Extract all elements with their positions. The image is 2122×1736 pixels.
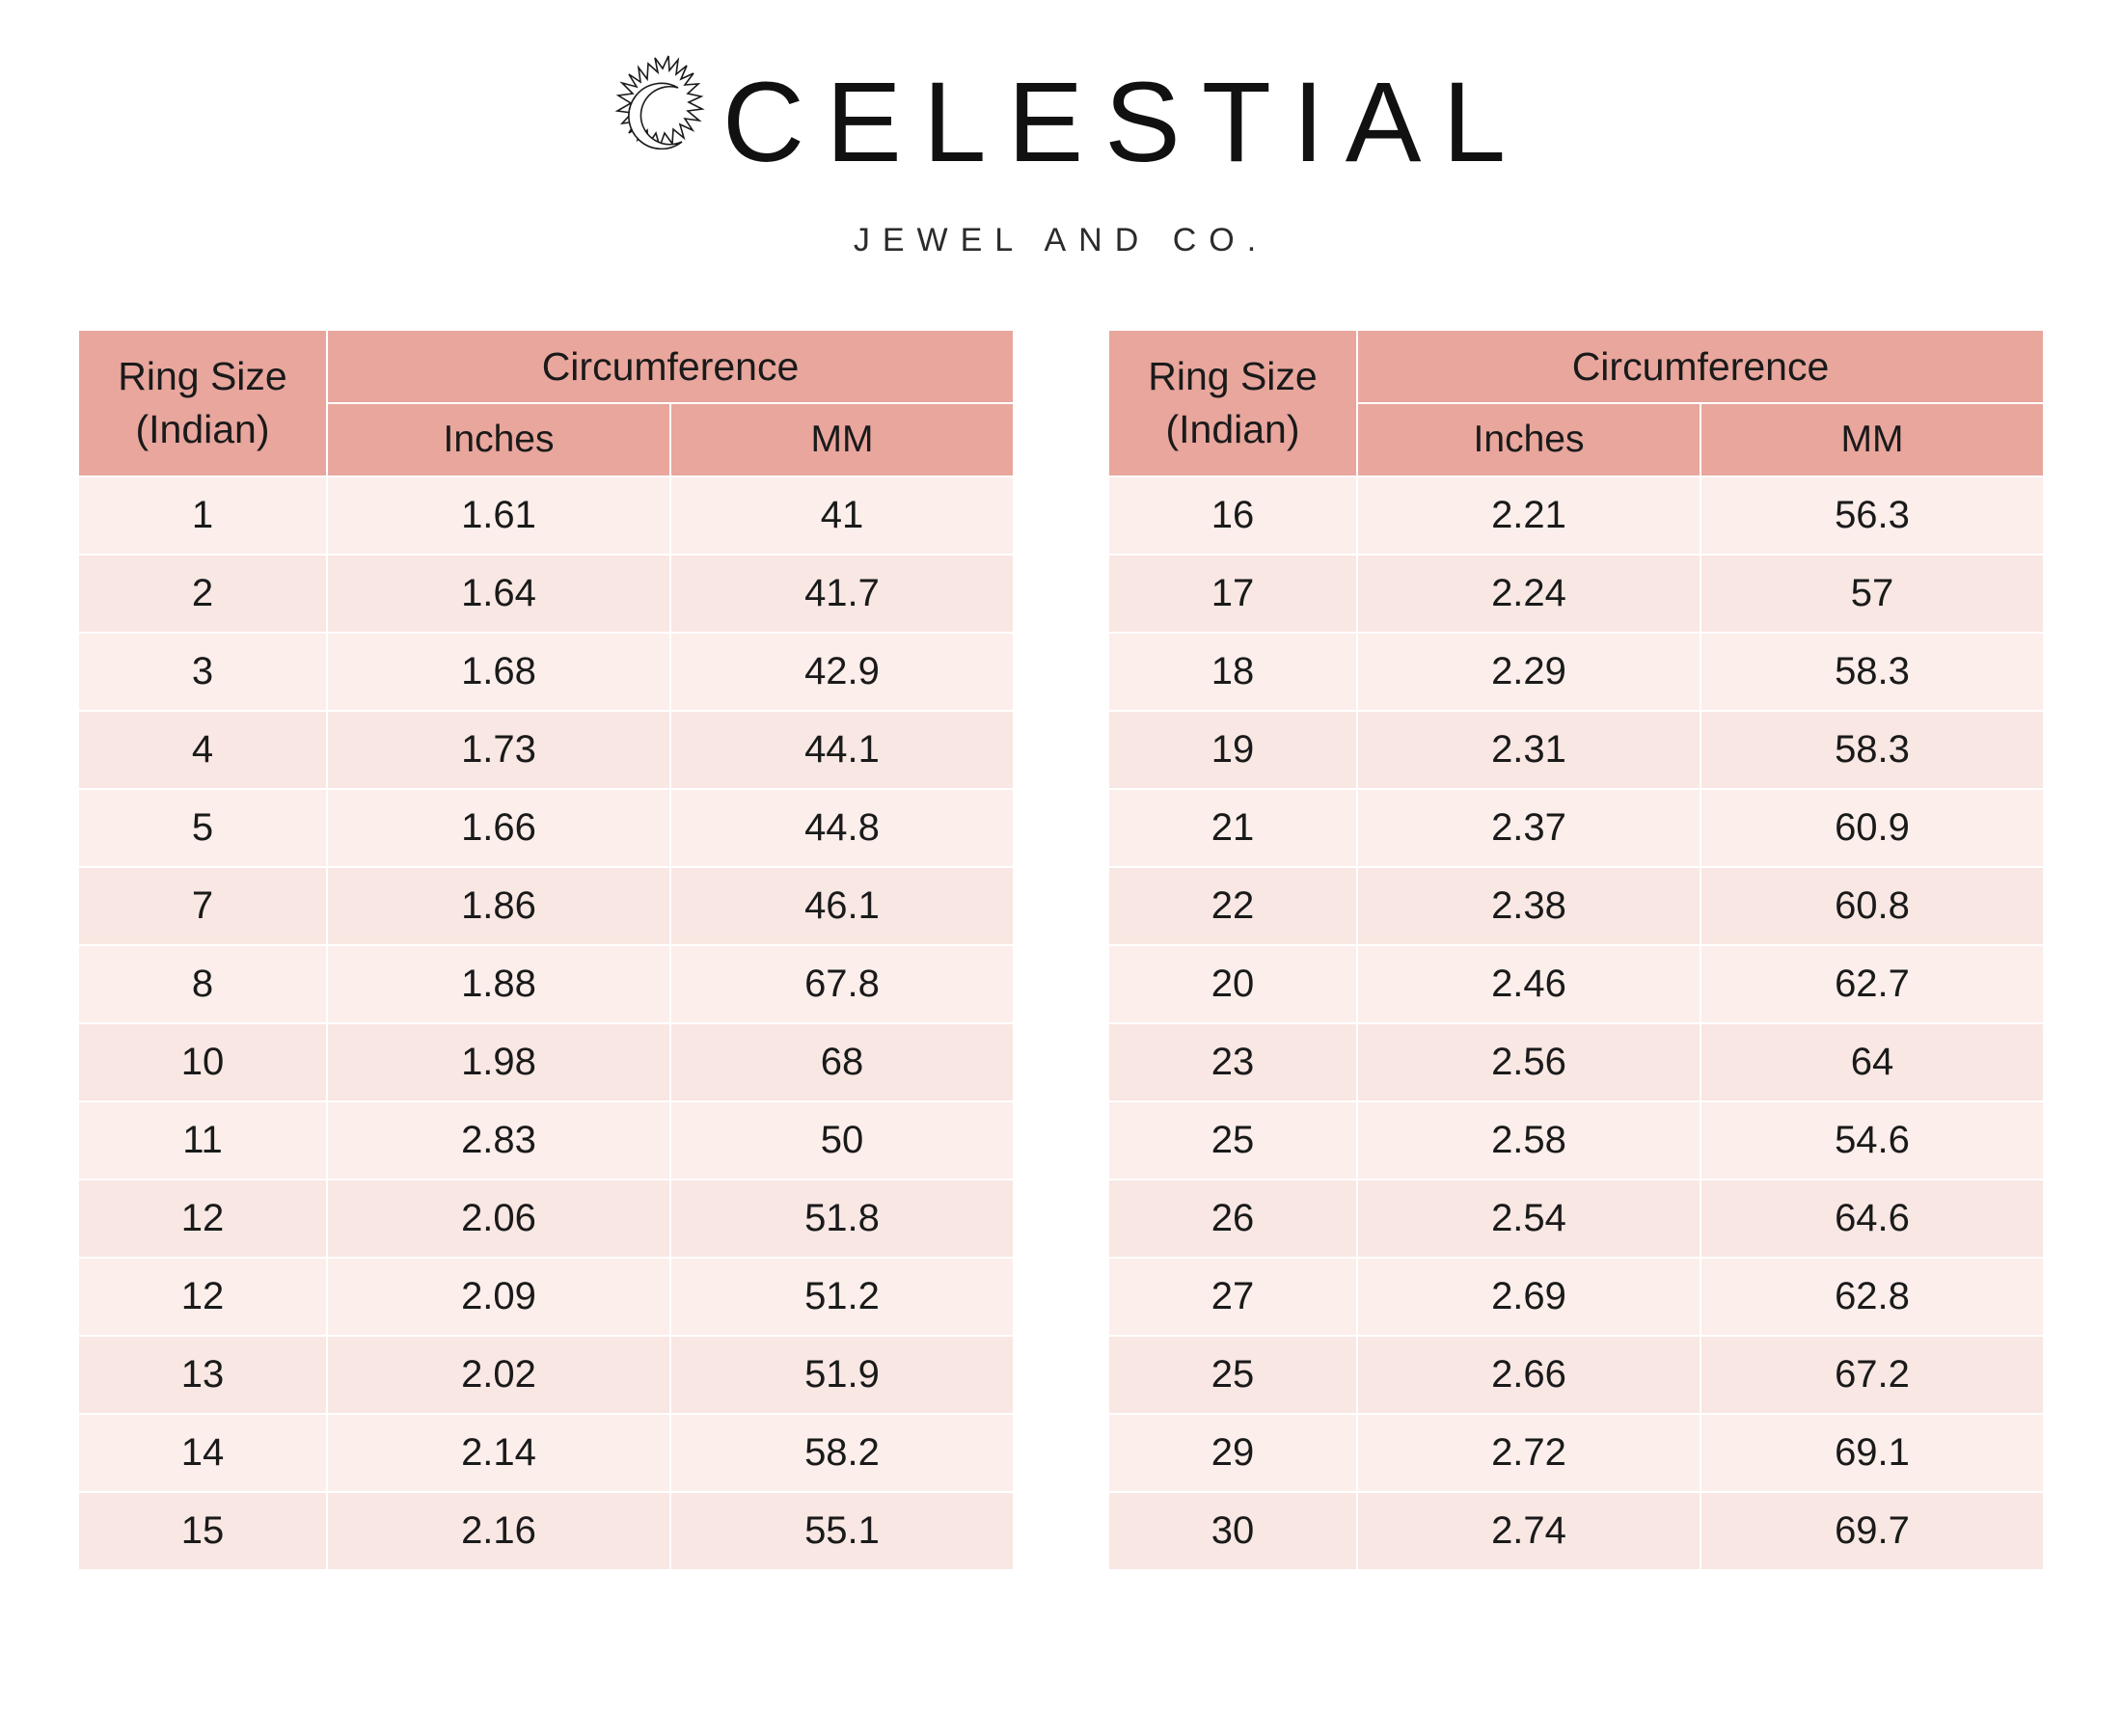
header-ring-size	[1108, 330, 1357, 476]
cell-ring-size: 11	[78, 1101, 327, 1180]
cell-mm: 68	[670, 1023, 1014, 1101]
table-row	[1108, 867, 2044, 945]
cell-mm: 41.7	[670, 555, 1014, 633]
cell-ring-size: 21	[1108, 789, 1357, 867]
ring-size-table-left	[77, 329, 1015, 1571]
cell-ring-size: 26	[1108, 1180, 1357, 1258]
table-row	[78, 1023, 1014, 1101]
cell-ring-size: 5	[78, 789, 327, 867]
cell-mm: 55.1	[670, 1492, 1014, 1570]
table-row	[1108, 476, 2044, 555]
table-row	[78, 633, 1014, 711]
table-row	[78, 1258, 1014, 1336]
cell-ring-size: 2	[78, 555, 327, 633]
cell-ring-size: 10	[78, 1023, 327, 1101]
cell-inches: 2.66	[1357, 1336, 1700, 1414]
cell-inches: 1.61	[327, 476, 670, 555]
cell-ring-size: 19	[1108, 711, 1357, 789]
header-mm: MM	[670, 403, 1014, 476]
table-row	[1108, 1492, 2044, 1570]
table-row	[1108, 1023, 2044, 1101]
table-row	[1108, 1180, 2044, 1258]
cell-inches: 2.16	[327, 1492, 670, 1570]
ring-size-table-right	[1107, 329, 2045, 1571]
cell-ring-size: 22	[1108, 867, 1357, 945]
table-row	[78, 867, 1014, 945]
cell-ring-size: 20	[1108, 945, 1357, 1023]
cell-mm: 42.9	[670, 633, 1014, 711]
cell-inches: 2.38	[1357, 867, 1700, 945]
cell-mm: 67.2	[1700, 1336, 2044, 1414]
header-circumference: Circumference	[327, 330, 1014, 403]
cell-inches: 1.66	[327, 789, 670, 867]
cell-ring-size: 14	[78, 1414, 327, 1492]
cell-inches: 1.64	[327, 555, 670, 633]
table-row	[1108, 945, 2044, 1023]
cell-inches: 2.54	[1357, 1180, 1700, 1258]
table-row	[1108, 711, 2044, 789]
brand-header	[0, 0, 2122, 259]
cell-mm: 44.8	[670, 789, 1014, 867]
cell-mm: 46.1	[670, 867, 1014, 945]
cell-mm: 58.3	[1700, 711, 2044, 789]
cell-inches: 2.09	[327, 1258, 670, 1336]
cell-ring-size: 4	[78, 711, 327, 789]
table-row	[1108, 633, 2044, 711]
cell-mm: 69.1	[1700, 1414, 2044, 1492]
cell-mm: 58.2	[670, 1414, 1014, 1492]
header-circumference: Circumference	[1357, 330, 2044, 403]
table-row	[1108, 1258, 2044, 1336]
cell-inches: 1.86	[327, 867, 670, 945]
table-row	[78, 789, 1014, 867]
cell-inches: 1.88	[327, 945, 670, 1023]
cell-ring-size: 16	[1108, 476, 1357, 555]
cell-mm: 64.6	[1700, 1180, 2044, 1258]
cell-inches: 2.21	[1357, 476, 1700, 555]
cell-mm: 54.6	[1700, 1101, 2044, 1180]
cell-ring-size: 15	[78, 1492, 327, 1570]
size-tables	[0, 329, 2122, 1571]
header-inches: Inches	[1357, 403, 1700, 476]
header-inches: Inches	[327, 403, 670, 476]
cell-ring-size: 12	[78, 1258, 327, 1336]
cell-inches: 1.73	[327, 711, 670, 789]
table-row	[1108, 1336, 2044, 1414]
table-row	[1108, 1414, 2044, 1492]
cell-ring-size: 27	[1108, 1258, 1357, 1336]
cell-inches: 2.06	[327, 1180, 670, 1258]
cell-mm: 69.7	[1700, 1492, 2044, 1570]
header-ring-size-line2: (Indian)	[1165, 407, 1300, 451]
table-row	[78, 1180, 1014, 1258]
cell-inches: 2.14	[327, 1414, 670, 1492]
cell-mm: 41	[670, 476, 1014, 555]
header-ring-size-line1: Ring Size	[1148, 353, 1318, 398]
cell-inches: 2.02	[327, 1336, 670, 1414]
cell-inches: 1.68	[327, 633, 670, 711]
cell-mm: 60.8	[1700, 867, 2044, 945]
cell-ring-size: 18	[1108, 633, 1357, 711]
cell-mm: 50	[670, 1101, 1014, 1180]
table-row	[78, 1101, 1014, 1180]
cell-ring-size: 25	[1108, 1101, 1357, 1180]
cell-mm: 56.3	[1700, 476, 2044, 555]
cell-mm: 62.8	[1700, 1258, 2044, 1336]
table-row	[78, 1492, 1014, 1570]
brand-name: CELESTIAL	[721, 59, 1528, 186]
cell-inches: 2.31	[1357, 711, 1700, 789]
brand-lockup	[0, 50, 2122, 195]
cell-ring-size: 29	[1108, 1414, 1357, 1492]
brand-tagline: JEWEL AND CO.	[853, 222, 1269, 258]
table-row	[78, 1336, 1014, 1414]
table-row	[78, 945, 1014, 1023]
cell-mm: 44.1	[670, 711, 1014, 789]
cell-ring-size: 25	[1108, 1336, 1357, 1414]
cell-inches: 2.37	[1357, 789, 1700, 867]
cell-inches: 2.69	[1357, 1258, 1700, 1336]
cell-ring-size: 17	[1108, 555, 1357, 633]
header-ring-size-line2: (Indian)	[135, 407, 270, 451]
cell-ring-size: 30	[1108, 1492, 1357, 1570]
cell-mm: 60.9	[1700, 789, 2044, 867]
table-row	[1108, 555, 2044, 633]
cell-ring-size: 13	[78, 1336, 327, 1414]
table-row	[78, 555, 1014, 633]
header-mm: MM	[1700, 403, 2044, 476]
cell-inches: 2.83	[327, 1101, 670, 1180]
cell-inches: 2.29	[1357, 633, 1700, 711]
cell-inches: 2.46	[1357, 945, 1700, 1023]
cell-mm: 67.8	[670, 945, 1014, 1023]
table-row	[78, 476, 1014, 555]
cell-mm: 64	[1700, 1023, 2044, 1101]
cell-inches: 2.58	[1357, 1101, 1700, 1180]
cell-mm: 62.7	[1700, 945, 2044, 1023]
cell-ring-size: 12	[78, 1180, 327, 1258]
cell-mm: 58.3	[1700, 633, 2044, 711]
table-row	[78, 1414, 1014, 1492]
cell-mm: 51.2	[670, 1258, 1014, 1336]
cell-ring-size: 3	[78, 633, 327, 711]
table-row	[1108, 1101, 2044, 1180]
header-ring-size	[78, 330, 327, 476]
cell-ring-size: 8	[78, 945, 327, 1023]
header-ring-size-line1: Ring Size	[118, 353, 287, 398]
cell-ring-size: 7	[78, 867, 327, 945]
table-row	[1108, 789, 2044, 867]
cell-inches: 1.98	[327, 1023, 670, 1101]
sun-moon-icon	[595, 55, 721, 190]
cell-ring-size: 1	[78, 476, 327, 555]
cell-mm: 51.9	[670, 1336, 1014, 1414]
cell-mm: 51.8	[670, 1180, 1014, 1258]
cell-inches: 2.24	[1357, 555, 1700, 633]
cell-inches: 2.56	[1357, 1023, 1700, 1101]
table-row	[78, 711, 1014, 789]
cell-inches: 2.74	[1357, 1492, 1700, 1570]
cell-inches: 2.72	[1357, 1414, 1700, 1492]
cell-ring-size: 23	[1108, 1023, 1357, 1101]
cell-mm: 57	[1700, 555, 2044, 633]
